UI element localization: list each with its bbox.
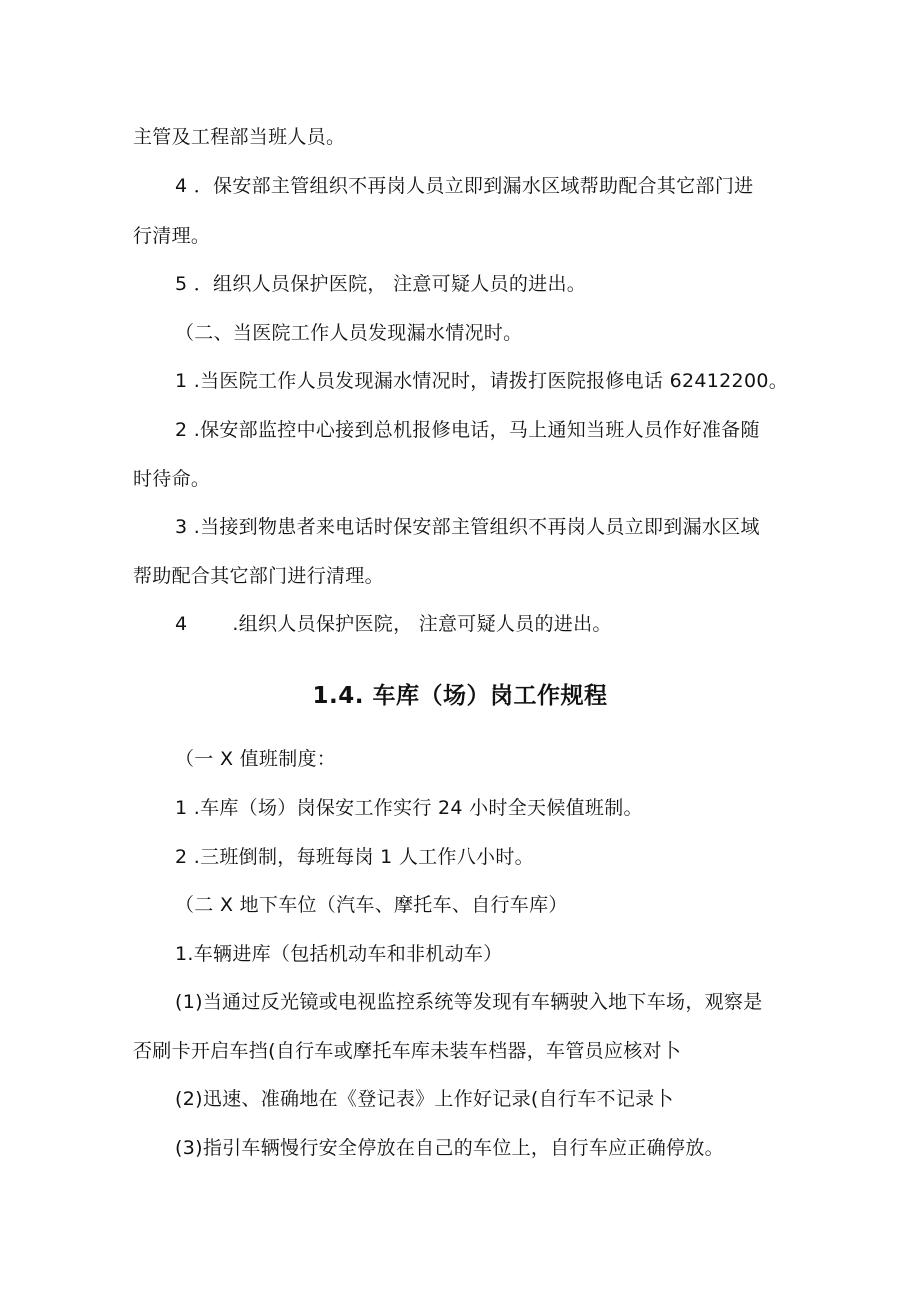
paragraph-line: 1 .车库（场）岗保安工作实行 24 小时全天候值班制。	[175, 797, 643, 819]
paragraph-line: 3 .当接到物患者来电话时保安部主管组织不再岗人员立即到漏水区域	[175, 516, 760, 538]
paragraph-line: 4 ．保安部主管组织不再岗人员立即到漏水区域帮助配合其它部门进	[175, 175, 754, 197]
paragraph-line: 帮助配合其它部门进行清理。	[133, 565, 384, 587]
paragraph-line: 时待命。	[133, 468, 211, 490]
paragraph-line: 1.车辆进库（包括机动车和非机动车）	[175, 943, 503, 965]
subsection-title: （二、当医院工作人员发现漏水情况时。	[175, 322, 523, 344]
paragraph-line: 主管及工程部当班人员。	[133, 126, 346, 148]
subsection-title: （一 X 值班制度：	[175, 748, 337, 770]
paragraph-line: 否刷卡开启车挡(自行车或摩托车库未装车档器，车管员应核对卜	[133, 1040, 682, 1062]
paragraph-line: (1)当通过反光镜或电视监控系统等发现有车辆驶入地下车场，观察是	[175, 991, 763, 1013]
paragraph-line: 2 .三班倒制，每班每岗 1 人工作八小时。	[175, 846, 534, 868]
paragraph-line: (3)指引车辆慢行安全停放在自己的车位上，自行车应正确停放。	[175, 1137, 724, 1159]
paragraph-line: 1 .当医院工作人员发现漏水情况时，请拨打医院报修电话 62412200。	[175, 370, 789, 392]
paragraph-line: 4 .组织人员保护医院， 注意可疑人员的进出。	[175, 613, 612, 635]
paragraph-line: (2)迅速、准确地在《登记表》上作好记录(自行车不记录卜	[175, 1088, 674, 1110]
section-heading: 1.4. 车库（场）岗工作规程	[312, 683, 608, 709]
paragraph-line: 5 ．组织人员保护医院， 注意可疑人员的进出。	[175, 273, 587, 295]
paragraph-line: 行清理。	[133, 225, 211, 247]
paragraph-line: 2 .保安部监控中心接到总机报修电话，马上通知当班人员作好准备随	[175, 419, 760, 441]
subsection-title: （二 X 地下车位（汽车、摩托车、自行车库）	[175, 894, 568, 916]
